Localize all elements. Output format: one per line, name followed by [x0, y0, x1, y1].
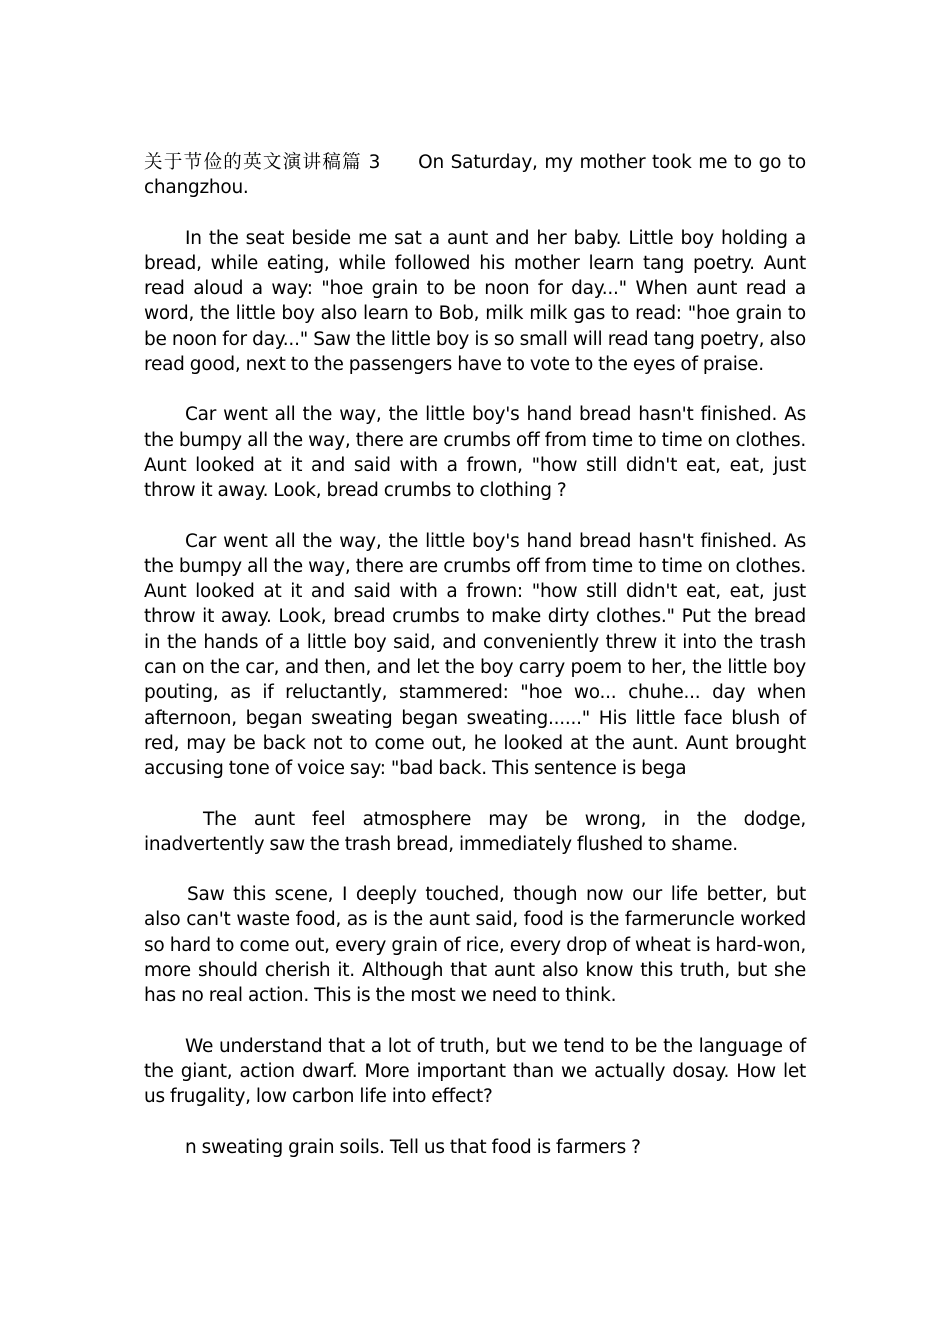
- paragraph-7: We understand that a lot of truth, but we tend to be the language of the giant, action dwarf. More important than we actually dosay. How let us frugality, low carbon life into effect?: [144, 1035, 806, 1108]
- paragraph-6: Saw this scene, I deeply touched, though now our life better, but also can't waste food, as is the aunt said, food is the farmeruncle worked so hard to come out, every grain of rice, every drop of wheat is hard-won, more should cherish it. Although that aunt also know this truth, but she has no real action. This is the most we need to think.: [144, 884, 806, 1007]
- paragraph-4: Car went all the way, the little boy's hand bread hasn't finished. As the bumpy all the way, there are crumbs off from time to time on clothes. Aunt looked at it and said with a frown: "how still didn't eat, eat, just throw it away. Look, bread crumbs to make dirty clothes." Put the bread in the hands of a little boy said, and conveniently threw it into the trash can on the car, and then, and let the boy carry poem to her, the little boy pouting, as if reluctantly, stammered: "hoe wo... chuhe... day when afternoon, began sweating began sweating......" His little face blush of red, may be back not to come out, he looked at the aunt. Aunt brought accusing tone of voice say: "bad back. This sentence is bega: [144, 530, 806, 780]
- document-heading: 关于节俭的英文演讲稿篇 3: [144, 152, 381, 173]
- paragraph-3: Car went all the way, the little boy's hand bread hasn't finished. As the bumpy all the way, there are crumbs off from time to time on clothes. Aunt looked at it and said with a frown, "how still didn't eat, eat, just throw it away. Look, bread crumbs to clothing ?: [144, 404, 806, 502]
- paragraph-1-text: On Saturday, my mother took me to go to changzhou.: [144, 152, 806, 199]
- paragraph-5: The aunt feel atmosphere may be wrong, in the dodge, inadvertently saw the trash bread, immediately flushed to shame.: [144, 808, 806, 855]
- intro-paragraph: [144, 150, 806, 201]
- paragraph-2: In the seat beside me sat a aunt and her baby. Little boy holding a bread, while eating, while followed his mother learn tang poetry. Aunt read aloud a way: "hoe grain to be noon for day..." When aunt read a word, the little boy also learn to Bob, milk milk gas to read: "hoe grain to be noon for day..." Saw the little boy is so small will read tang poetry, also read good, next to the passengers have to vote to the eyes of praise.: [144, 227, 806, 376]
- document-page: [144, 150, 806, 1185]
- paragraph-8: n sweating grain soils. Tell us that food is farmers ?: [185, 1136, 641, 1158]
